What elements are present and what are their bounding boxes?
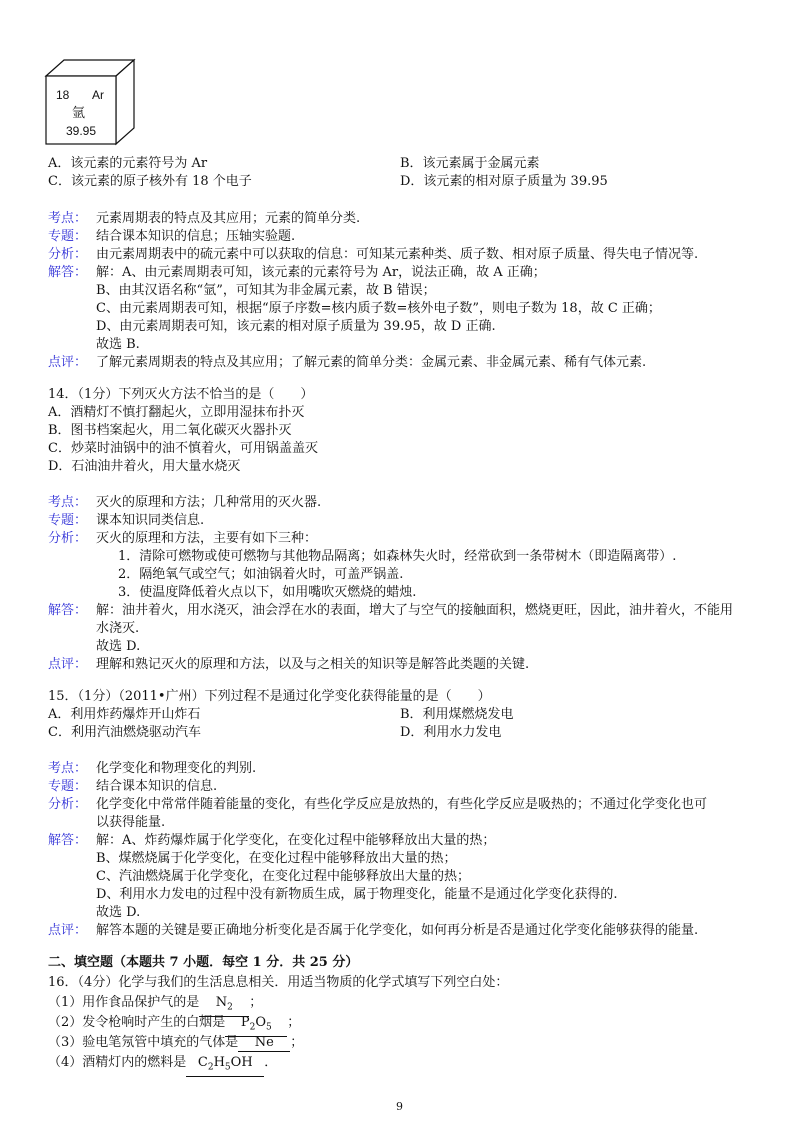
q13-dianping: 了解元素周期表的特点及其应用；了解元素的简单分类：金属元素、非金属元素、稀有气体元素. — [96, 355, 647, 370]
answer-blank: Ne — [238, 1035, 290, 1052]
q13-fenxi: 由元素周期表中的硫元素中可以获取的信息：可知某元素种类、质子数、相对原子质量、得失电子情况等. — [96, 247, 699, 262]
q13-kaodian-label: 考点： — [48, 211, 88, 226]
page-number: 9 — [396, 1100, 403, 1113]
q14-option-a: A．酒精灯不慎打翻起火，立即用湿抹布扑灭 — [48, 405, 305, 420]
answer-blank: $N_2$ — [199, 995, 249, 1017]
q14-fenxi-line: 1．清除可燃物或使可燃物与其他物品隔离；如森林失火时，经常砍到一条带树木（即造隔离带）. — [118, 549, 677, 564]
q15-zhuanti: 结合课本知识的信息. — [96, 779, 218, 794]
q13-jieda-line: C、由元素周期表可知，根据“原子序数=核内质子数=核外电子数”，则电子数为 18，故 C 正确； — [96, 301, 661, 316]
q13-jieda-line: 解：A、由元素周期表可知，该元素的元素符号为 Ar，说法正确，故 A 正确； — [96, 265, 546, 280]
q13-zhuanti: 结合课本知识的信息；压轴实验题. — [96, 229, 296, 244]
q16-item-4 — [48, 1054, 277, 1077]
q14-fenxi-line: 灭火的原理和方法，主要有如下三种： — [96, 531, 318, 546]
q13-jieda-line: B、由其汉语名称“氩”，可知其为非金属元素，故 B 错误； — [96, 283, 436, 298]
q15-option-b: B．利用煤燃烧发电 — [400, 707, 514, 722]
q13-option-c: C．该元素的原子核外有 18 个电子 — [48, 174, 252, 189]
q15-jieda-label: 解答： — [48, 833, 88, 848]
q16-item-prefix: （1）用作食品保护气的是 — [48, 995, 200, 1010]
answer-blank: $P_2O_5$ — [225, 1015, 287, 1037]
q15-dianping-label: 点评： — [48, 923, 88, 938]
q14-option-c: C．炒菜时油锅中的油不慎着火，可用锅盖盖灭 — [48, 441, 318, 456]
q15-fenxi-line: 以获得能量. — [96, 815, 166, 830]
q13-jieda-label: 解答： — [48, 265, 88, 280]
q13-option-d: D．该元素的相对原子质量为 39.95 — [400, 174, 608, 189]
section-title: 二、填空题（本题共 7 小题．每空 1 分．共 25 分） — [48, 955, 359, 970]
q14-jieda-line: 解：油井着火，用水浇灭，油会浮在水的表面，增大了与空气的接触面积，燃烧更旺，因此，油井着火，不能用 — [96, 603, 734, 618]
q16-item-prefix: （2）发令枪响时产生的白烟是 — [48, 1015, 226, 1030]
q14-dianping-label: 点评： — [48, 657, 88, 672]
q14-option-b: B．图书档案起火，用二氧化碳灭火器扑灭 — [48, 423, 292, 438]
q15-fenxi-label: 分析： — [48, 797, 88, 812]
q15-kaodian: 化学变化和物理变化的判别. — [96, 761, 257, 776]
q15-option-c: C．利用汽油燃烧驱动汽车 — [48, 725, 201, 740]
q13-zhuanti-label: 专题： — [48, 229, 88, 244]
q14-fenxi-line: 2．隔绝氧气或空气；如油锅着火时，可盖严锅盖. — [118, 567, 404, 582]
q14-zhuanti: 课本知识同类信息. — [96, 513, 205, 528]
q15-zhuanti-label: 专题： — [48, 779, 88, 794]
q16-item-suffix: ； — [287, 1015, 301, 1030]
q16-item-prefix: （4）酒精灯内的燃料是 — [48, 1055, 187, 1070]
periodic-element-tile — [44, 58, 136, 146]
q15-dianping: 解答本题的关键是要正确地分析变化是否属于化学变化，如何再分析是否是通过化学变化能够获得的能量. — [96, 923, 699, 938]
q13-option-b: B．该元素属于金属元素 — [400, 156, 540, 171]
q14-stem: 14．（1分）下列灭火方法不恰当的是（ ） — [48, 387, 314, 402]
q14-dianping: 理解和熟记灭火的原理和方法，以及与之相关的知识等是解答此类题的关键. — [96, 657, 530, 672]
q15-option-d: D．利用水力发电 — [400, 725, 502, 740]
q14-zhuanti-label: 专题： — [48, 513, 88, 528]
element-name: 氩 — [72, 105, 86, 120]
q14-jieda-line: 故选 D. — [96, 639, 141, 654]
q13-kaodian: 元素周期表的特点及其应用；元素的简单分类. — [96, 211, 361, 226]
q14-jieda-line: 水浇灭. — [96, 621, 140, 636]
q16-stem: 16．（4分）化学与我们的生活息息相关．用适当物质的化学式填写下列空白处： — [48, 975, 509, 990]
q15-jieda-line: B、煤燃烧属于化学变化，在变化过程中能够释放出大量的热； — [96, 851, 457, 866]
q14-kaodian: 灭火的原理和方法；几种常用的灭火器. — [96, 495, 322, 510]
q15-stem: 15．（1分）（2011•广州）下列过程不是通过化学变化获得能量的是（ ） — [48, 689, 491, 704]
q14-kaodian-label: 考点： — [48, 495, 88, 510]
q16-item-suffix: ． — [264, 1055, 278, 1070]
q16-item-suffix: ； — [249, 995, 263, 1010]
q16-item-prefix: （3）验电笔氖管中填充的气体是 — [48, 1035, 239, 1050]
q14-fenxi-label: 分析： — [48, 531, 88, 546]
q13-dianping-label: 点评： — [48, 355, 88, 370]
q13-option-a: A．该元素的元素符号为 Ar — [48, 156, 208, 171]
q14-jieda-label: 解答： — [48, 603, 88, 618]
q15-jieda-line: 解：A、炸药爆炸属于化学变化，在变化过程中能够释放出大量的热； — [96, 833, 496, 848]
q15-jieda-line: C、汽油燃烧属于化学变化，在变化过程中能够释放出大量的热； — [96, 869, 470, 884]
q16-item-3 — [48, 1034, 303, 1052]
q13-jieda-line: D、由元素周期表可知，该元素的相对原子质量为 39.95，故 D 正确. — [96, 319, 496, 334]
q13-jieda-line: 故选 B. — [96, 337, 140, 352]
q13-fenxi-label: 分析： — [48, 247, 88, 262]
q15-kaodian-label: 考点： — [48, 761, 88, 776]
element-symbol: Ar — [92, 88, 104, 102]
atomic-number: 18 — [56, 88, 70, 102]
q16-item-suffix: ； — [290, 1035, 304, 1050]
q15-jieda-line: 故选 D. — [96, 905, 141, 920]
atomic-mass: 39.95 — [66, 124, 97, 138]
q15-option-a: A．利用炸药爆炸开山炸石 — [48, 707, 201, 722]
answer-blank: $C_2H_5OH$ — [186, 1055, 264, 1077]
q14-fenxi-line: 3．使温度降低着火点以下，如用嘴吹灭燃烧的蜡烛. — [118, 585, 417, 600]
q14-option-d: D．石油油井着火，用大量水烧灭 — [48, 459, 241, 474]
q15-jieda-line: D、利用水力发电的过程中没有新物质生成，属于物理变化，能量不是通过化学变化获得的. — [96, 887, 618, 902]
q15-fenxi-line: 化学变化中常常伴随着能量的变化，有些化学反应是放热的，有些化学反应是吸热的；不通过化学变化也可 — [96, 797, 708, 812]
